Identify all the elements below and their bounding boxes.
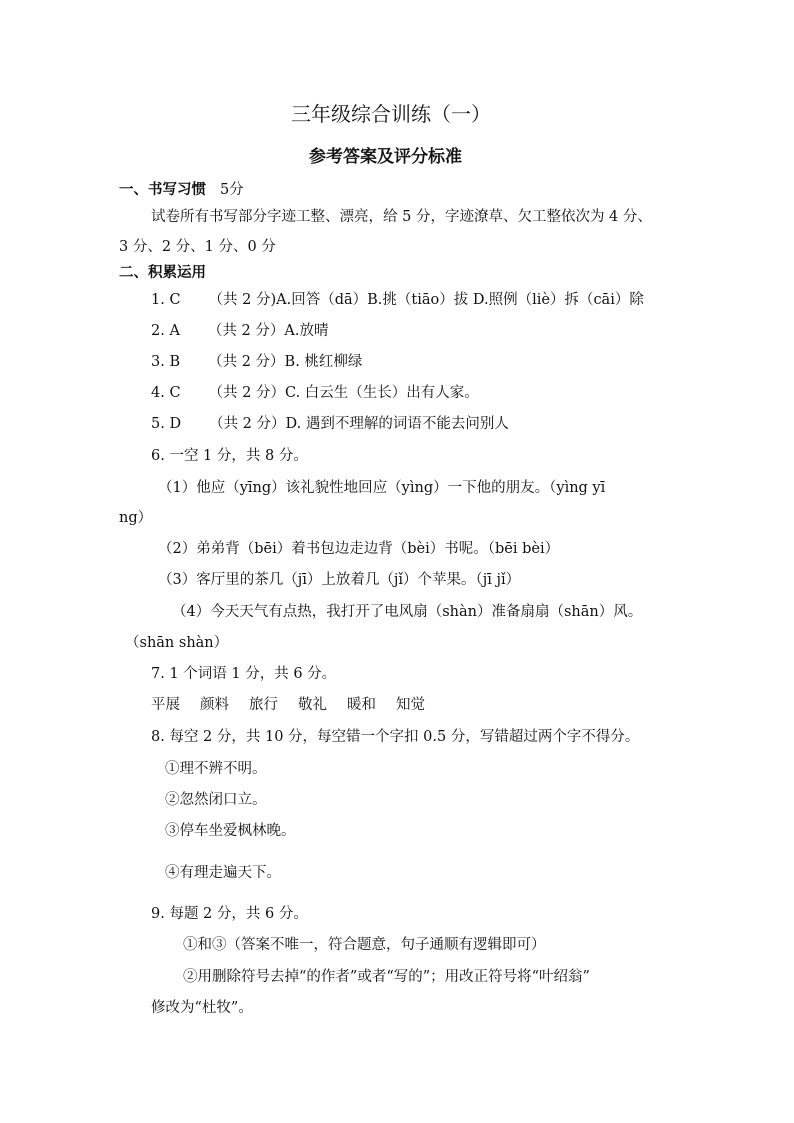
- q9-answer1: ①和③（答案不唯一，符合题意，句子通顺有逻辑即可）: [183, 937, 546, 953]
- q5-number: 5. D: [151, 416, 182, 432]
- q6-sentence3: （3）客厅里的茶几（jī）上放着几（jǐ）个苹果。（jī jǐ）: [158, 572, 521, 588]
- section1-line1: 试卷所有书写部分字迹工整、漂亮，给 5 分，字迹潦草、欠工整依次为 4 分、: [151, 209, 652, 225]
- q2-answer: [151, 321, 328, 341]
- q5-text: （共 2 分）D. 遇到不理解的词语不能去问别人: [209, 416, 509, 432]
- q6-head: 6. 一空 1 分，共 8 分。: [151, 448, 308, 464]
- q7-word: 颜料: [200, 697, 229, 713]
- section1-score: 5分: [220, 182, 244, 198]
- q3-number: 3. B: [151, 354, 181, 370]
- page-subtitle: 参考答案及评分标准: [309, 147, 462, 167]
- q1-text: （共 2 分)A.回答（dā）B.挑（tiāo）拔 D.照例（liè）拆（cāi）除: [208, 292, 644, 308]
- page-title: 三年级综合训练（一）: [291, 102, 491, 126]
- section1-title: 一、书写习惯: [119, 181, 206, 198]
- q7-word: 知觉: [396, 697, 425, 713]
- q8-answer2: ②忽然闭口立。: [165, 792, 267, 808]
- q3-text: （共 2 分）B. 桃红柳绿: [208, 354, 363, 370]
- q6-sentence2: （2）弟弟背（bēi）着书包边走边背（bèi）书呢。（bēi bèi）: [158, 541, 560, 557]
- q9-answer2-wrap: 修改为“杜牧”。: [151, 1000, 253, 1016]
- q4-text: （共 2 分）C. 白云生（生长）出有人家。: [208, 385, 479, 401]
- q1-answer: [151, 290, 644, 310]
- q3-answer: [151, 352, 362, 372]
- section1-line2: 3 分、2 分、1 分、0 分: [119, 239, 276, 255]
- section1-heading: [119, 180, 244, 200]
- q2-number: 2. A: [151, 323, 180, 339]
- q2-text: （共 2 分）A.放晴: [207, 323, 329, 339]
- q7-word: 旅行: [249, 697, 278, 713]
- q7-head: 7. 1 个词语 1 分，共 6 分。: [151, 666, 337, 682]
- q8-head: 8. 每空 2 分，共 10 分，每空错一个字扣 0.5 分，写错超过两个字不得分。: [151, 729, 640, 745]
- q7-word: 暖和: [347, 697, 376, 713]
- q7-word-list: [151, 695, 445, 715]
- q6-sentence1: （1）他应（yīng）该礼貌性地回应（yìng）一下他的朋友。（yìng yī: [158, 480, 606, 496]
- q8-answer3: ③停车坐爱枫林晚。: [165, 823, 296, 839]
- section2-heading: 二、积累运用: [119, 264, 206, 281]
- q4-number: 4. C: [151, 385, 181, 401]
- q4-answer: [151, 383, 479, 403]
- q7-word: 敬礼: [298, 697, 327, 713]
- q6-sentence4: （4）今天天气有点热，我打开了电风扇（shàn）准备扇扇（shān）风。: [172, 604, 643, 620]
- q1-number: 1. C: [151, 292, 181, 308]
- q7-word: 平展: [151, 697, 180, 713]
- q6-sentence4-wrap: （shān shàn）: [125, 635, 229, 651]
- q9-answer2: ②用删除符号去掉“的作者”或者“写的”；用改正符号将“叶绍翁”: [183, 969, 590, 985]
- q9-head: 9. 每题 2 分，共 6 分。: [151, 906, 308, 922]
- q8-answer1: ①理不辨不明。: [165, 761, 267, 777]
- q6-sentence1-wrap: ng）: [119, 510, 153, 526]
- q5-answer: [151, 414, 509, 434]
- q8-answer4: ④有理走遍天下。: [165, 865, 281, 881]
